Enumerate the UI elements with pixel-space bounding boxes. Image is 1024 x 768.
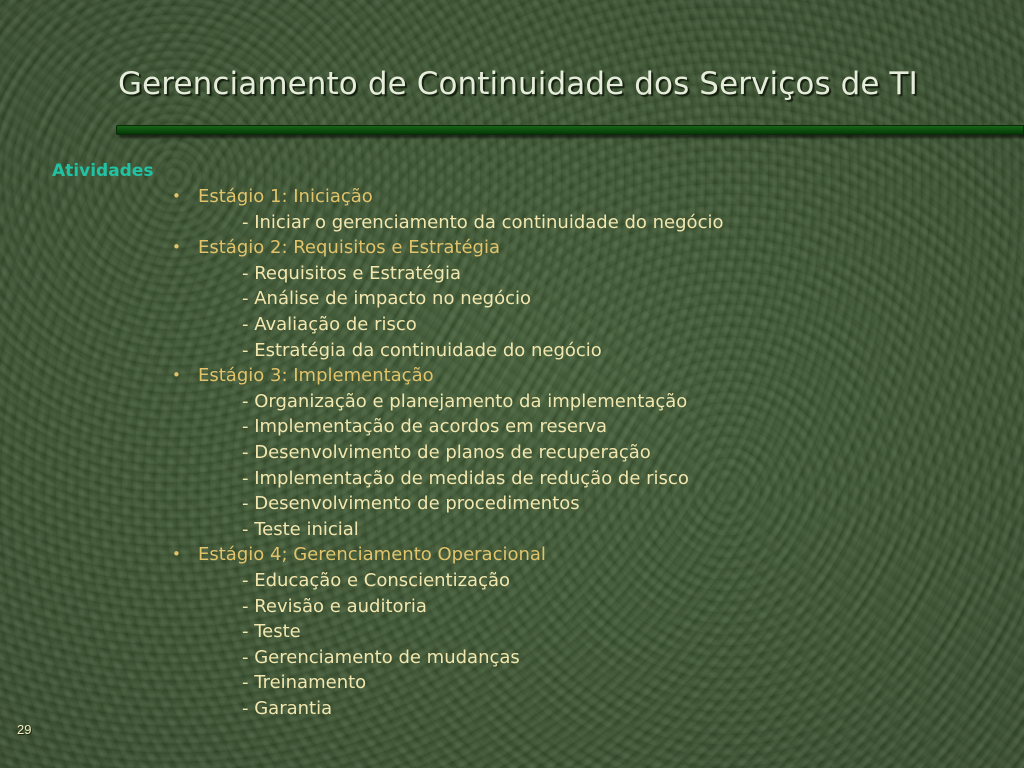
activity-item: - Educação e Conscientização [242,569,511,591]
stage-activity-list [0,261,723,363]
stage-activity-list [0,210,723,236]
stage-outline [0,184,723,721]
stage-3 [0,363,723,542]
activity-item: - Desenvolvimento de procedimentos [242,493,580,515]
stage-line [0,235,723,261]
stage-label: Estágio 3: Implementação [198,365,434,387]
activity-item: - Estratégia da continuidade do negócio [242,339,602,361]
stage-label: Estágio 4; Gerenciamento Operacional [198,544,546,566]
activity-item: - Gerenciamento de mudanças [242,646,520,668]
title-underline-bar [116,125,1024,135]
activity-item: - Teste inicial [242,518,359,540]
activity-item: - Análise de impacto no negócio [242,288,532,310]
page-number: 29 [17,722,32,737]
stage-line [0,184,723,210]
stage-line [0,542,723,568]
stage-label: Estágio 1: Iniciação [198,186,373,207]
activity-item: - Teste [242,621,301,643]
bullet-icon: • [172,187,181,205]
activity-item: - Organização e planejamento da implementação [242,390,688,412]
bullet-icon: • [172,545,181,564]
stage-activity-list [0,389,723,543]
activity-item: - Revisão e auditoria [242,595,427,617]
stage-1 [0,184,723,235]
stage-4 [0,542,723,721]
activity-item: - Garantia [242,697,333,719]
section-heading: Atividades [52,161,154,181]
slide-title: Gerenciamento de Continuidade dos Serviços de TI [118,66,918,102]
activity-item: - Implementação de medidas de redução de risco [242,467,689,489]
stage-line [0,363,723,389]
stage-activity-list [0,568,723,722]
activity-item: - Iniciar o gerenciamento da continuidade do negócio [242,211,724,233]
activity-item: - Desenvolvimento de planos de recuperação [242,441,651,463]
bullet-icon: • [172,238,181,257]
activity-item: - Avaliação de risco [242,313,417,335]
stage-2 [0,235,723,363]
activity-item: - Implementação de acordos em reserva [242,416,608,438]
stage-label: Estágio 2: Requisitos e Estratégia [198,237,501,259]
bullet-icon: • [172,366,181,385]
activity-item: - Requisitos e Estratégia [242,262,461,284]
activity-item: - Treinamento [242,672,367,694]
